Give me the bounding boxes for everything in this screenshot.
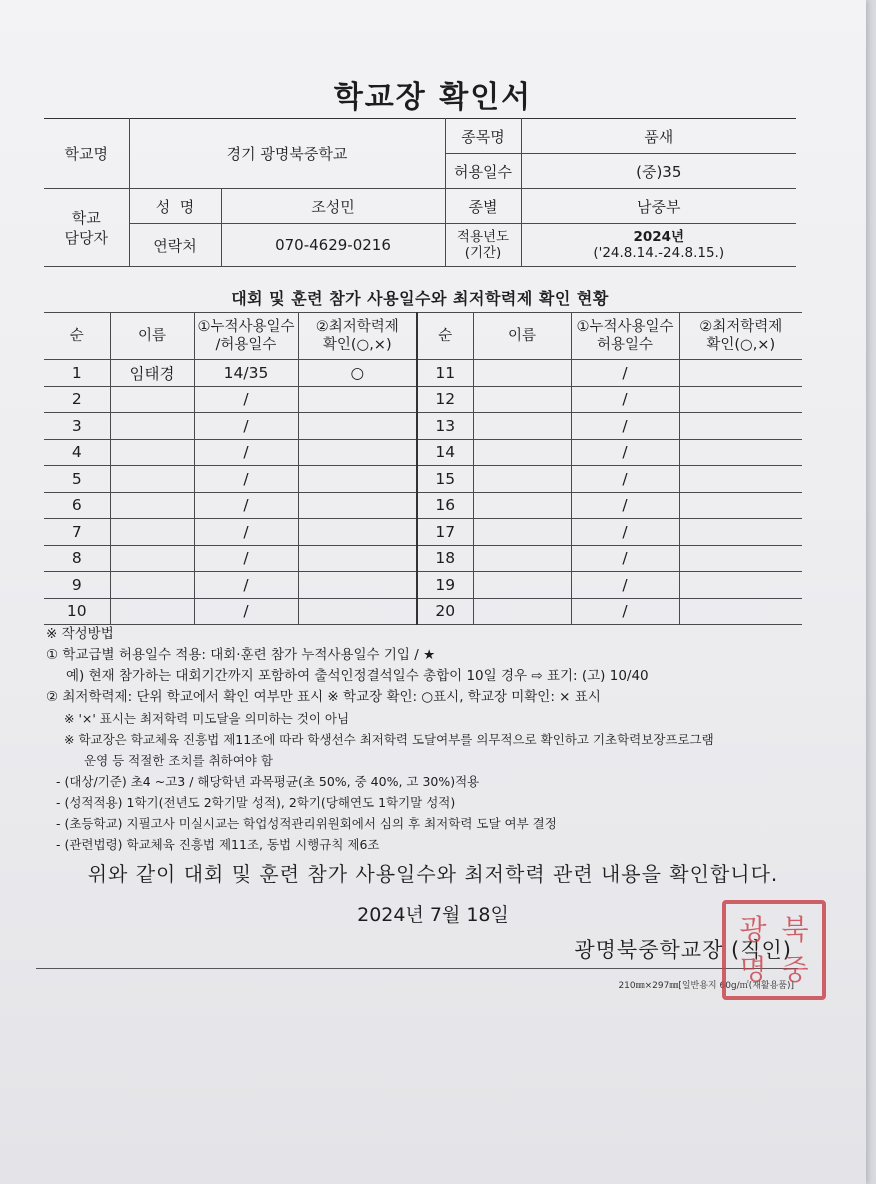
year-label-line1: 적용년도: [456, 229, 510, 245]
detail-elementary: - (초등학교) 지필고사 미실시교는 학업성적관리위원회에서 심의 후 최저학력 도달 여부 결정: [56, 816, 557, 831]
row-no: 6: [44, 492, 110, 519]
seal-char: 광: [739, 913, 767, 946]
row-days: /: [194, 413, 298, 440]
row-days: /: [194, 519, 298, 546]
row-days: /: [194, 386, 298, 413]
header-check-left-line1: ②최저학력제: [315, 319, 399, 335]
row-name: [473, 439, 571, 466]
table-row: [44, 492, 802, 519]
row-no: 9: [44, 572, 110, 599]
table-row: [44, 413, 802, 440]
sport-value: 품새: [521, 119, 796, 154]
contact-value: 070-4629-0216: [221, 224, 445, 267]
row-name: [473, 519, 571, 546]
row-check: [679, 492, 802, 519]
row-name: [473, 413, 571, 440]
row-name: [110, 439, 194, 466]
principal-signature: 광명북중학교장 (직인): [574, 938, 792, 962]
row-no: 14: [417, 439, 473, 466]
row-no: 13: [417, 413, 473, 440]
year-value-line1: 2024년: [633, 229, 685, 245]
confirmation-statement: 위와 같이 대회 및 훈련 참가 사용일수와 최저학력 관련 내용을 확인합니다.: [87, 862, 779, 886]
row-no: 8: [44, 545, 110, 572]
header-days-right: [571, 313, 679, 360]
row-days: /: [194, 439, 298, 466]
row-name: 임태경: [110, 360, 194, 387]
row-no: 17: [417, 519, 473, 546]
detail-target: - (대상/기준) 초4 ~고3 / 해당학년 과목평균(초 50%, 중 40%, 고 30%)적용: [56, 774, 480, 789]
row-no: 19: [417, 572, 473, 599]
row-name: [473, 492, 571, 519]
header-no-right: 순: [417, 313, 473, 360]
row-check: [679, 545, 802, 572]
row-days: /: [571, 466, 679, 493]
row-no: 1: [44, 360, 110, 387]
row-no: 11: [417, 360, 473, 387]
row-days: /: [194, 466, 298, 493]
row-days: /: [571, 413, 679, 440]
participation-status-table: [44, 312, 802, 625]
header-days-left-line2: /허용일수: [215, 337, 277, 353]
name-value: 조성민: [221, 189, 445, 224]
name-label: 성 명: [129, 189, 221, 224]
table-row: [44, 466, 802, 493]
seal-char: 명: [739, 953, 767, 986]
manager-label: [44, 189, 129, 267]
row-days: 14/35: [194, 360, 298, 387]
row-check: [298, 492, 417, 519]
row-check: [679, 439, 802, 466]
note-2: ② 최저학력제: 단위 학교에서 확인 여부만 표시 ※ 학교장 확인: ○표시, 학교장 미확인: × 표시: [46, 689, 601, 705]
row-days: /: [194, 545, 298, 572]
row-no: 15: [417, 466, 473, 493]
row-check: [298, 598, 417, 625]
row-check: [679, 360, 802, 387]
row-days: /: [571, 360, 679, 387]
division-label: 종별: [445, 189, 521, 224]
official-seal: [722, 900, 826, 1000]
note-1-example: 예) 현재 참가하는 대회기간까지 포함하여 출석인정결석일수 총합이 10일 경우 ⇨ 표기: (고) 10/40: [66, 668, 649, 684]
table-row: [44, 545, 802, 572]
row-name: [110, 492, 194, 519]
row-days: /: [571, 519, 679, 546]
school-value: 경기 광명북중학교: [129, 119, 445, 189]
seal-char: 북: [781, 913, 809, 946]
header-check-right-line2: 확인(○,×): [706, 337, 776, 353]
row-check: ○: [298, 360, 417, 387]
notes-heading: ※ 작성방법: [46, 626, 114, 642]
row-no: 12: [417, 386, 473, 413]
paper-spec: 210㎜×297㎜[일반용지 60g/㎡(재활용품)]: [618, 981, 794, 991]
table-row: [44, 386, 802, 413]
header-name-left: 이름: [110, 313, 194, 360]
row-check: [679, 519, 802, 546]
note-2-b: ※ 학교장은 학교체육 진흥법 제11조에 따라 학생선수 최저학력 도달여부를 의무적으로 확인하고 기초학력보장프로그램: [64, 732, 714, 747]
manager-label-line2: 담당자: [64, 228, 108, 247]
row-check: [298, 439, 417, 466]
row-days: /: [571, 492, 679, 519]
issue-date: 2024년 7월 18일: [357, 904, 509, 926]
header-days-left: [194, 313, 298, 360]
header-check-right: [679, 313, 802, 360]
year-label-line2: (기간): [464, 245, 502, 261]
row-days: /: [194, 572, 298, 599]
row-check: [298, 545, 417, 572]
note-2-b-cont: 운영 등 적절한 조치를 취하여야 함: [84, 753, 273, 768]
row-check: [298, 466, 417, 493]
year-value: [521, 224, 796, 267]
table-row: [44, 572, 802, 599]
writing-instructions: [46, 624, 816, 855]
sport-label: 종목명: [445, 119, 521, 154]
school-info-table: [44, 118, 796, 267]
contact-label: 연락처: [129, 224, 221, 267]
table-row: [44, 439, 802, 466]
row-name: [473, 572, 571, 599]
header-days-right-line2: 허용일수: [596, 337, 654, 353]
row-name: [110, 386, 194, 413]
header-check-left-line2: 확인(○,×): [322, 337, 392, 353]
row-no: 16: [417, 492, 473, 519]
table-row: [44, 360, 802, 387]
row-no: 2: [44, 386, 110, 413]
row-no: 7: [44, 519, 110, 546]
allowed-days-label: 허용일수: [445, 154, 521, 189]
row-name: [473, 466, 571, 493]
row-name: [110, 466, 194, 493]
seal-char: 중: [781, 953, 809, 986]
row-name: [110, 519, 194, 546]
row-check: [679, 413, 802, 440]
row-days: /: [194, 492, 298, 519]
table-row: [44, 519, 802, 546]
row-no: 5: [44, 466, 110, 493]
manager-label-line1: 학교: [71, 208, 101, 227]
row-no: 3: [44, 413, 110, 440]
footer-divider: [36, 968, 798, 969]
row-name: [110, 598, 194, 625]
row-check: [298, 386, 417, 413]
table-row: [44, 598, 802, 625]
row-name: [110, 413, 194, 440]
row-name: [473, 545, 571, 572]
header-check-right-line1: ②최저학력제: [699, 319, 783, 335]
detail-law: - (관련법령) 학교체육 진흥법 제11조, 동법 시행규칙 제6조: [56, 837, 380, 852]
header-name-right: 이름: [473, 313, 571, 360]
row-name: [473, 386, 571, 413]
row-check: [679, 386, 802, 413]
status-rows: [44, 360, 802, 625]
year-label: [445, 224, 521, 267]
row-name: [110, 545, 194, 572]
row-check: [679, 572, 802, 599]
row-name: [473, 598, 571, 625]
row-no: 18: [417, 545, 473, 572]
header-no-left: 순: [44, 313, 110, 360]
row-check: [298, 572, 417, 599]
row-days: /: [571, 572, 679, 599]
row-name: [473, 360, 571, 387]
row-check: [298, 519, 417, 546]
row-no: 4: [44, 439, 110, 466]
row-check: [679, 598, 802, 625]
note-1: ① 학교급별 허용일수 적용: 대회·훈련 참가 누적사용일수 기입 / ★: [46, 647, 436, 663]
year-value-line2: ('24.8.14.-24.8.15.): [593, 245, 725, 261]
row-days: /: [571, 386, 679, 413]
document-title: 학교장 확인서: [333, 80, 533, 115]
row-days: /: [571, 439, 679, 466]
note-2-a: ※ '×' 표시는 최저학력 미도달을 의미하는 것이 아님: [64, 711, 350, 726]
detail-grades: - (성적적용) 1학기(전년도 2학기말 성적), 2학기(당해연도 1학기말 성적): [56, 795, 456, 810]
header-days-left-line1: ①누적사용일수: [197, 319, 295, 335]
row-name: [110, 572, 194, 599]
header-check-left: [298, 313, 417, 360]
row-no: 10: [44, 598, 110, 625]
row-no: 20: [417, 598, 473, 625]
row-days: /: [194, 598, 298, 625]
division-value: 남중부: [521, 189, 796, 224]
row-days: /: [571, 598, 679, 625]
row-check: [679, 466, 802, 493]
section-title: 대회 및 훈련 참가 사용일수와 최저학력제 확인 현황: [231, 289, 609, 308]
header-days-right-line1: ①누적사용일수: [576, 319, 674, 335]
row-days: /: [571, 545, 679, 572]
allowed-days-value: (중)35: [521, 154, 796, 189]
row-check: [298, 413, 417, 440]
school-label: 학교명: [44, 119, 129, 189]
